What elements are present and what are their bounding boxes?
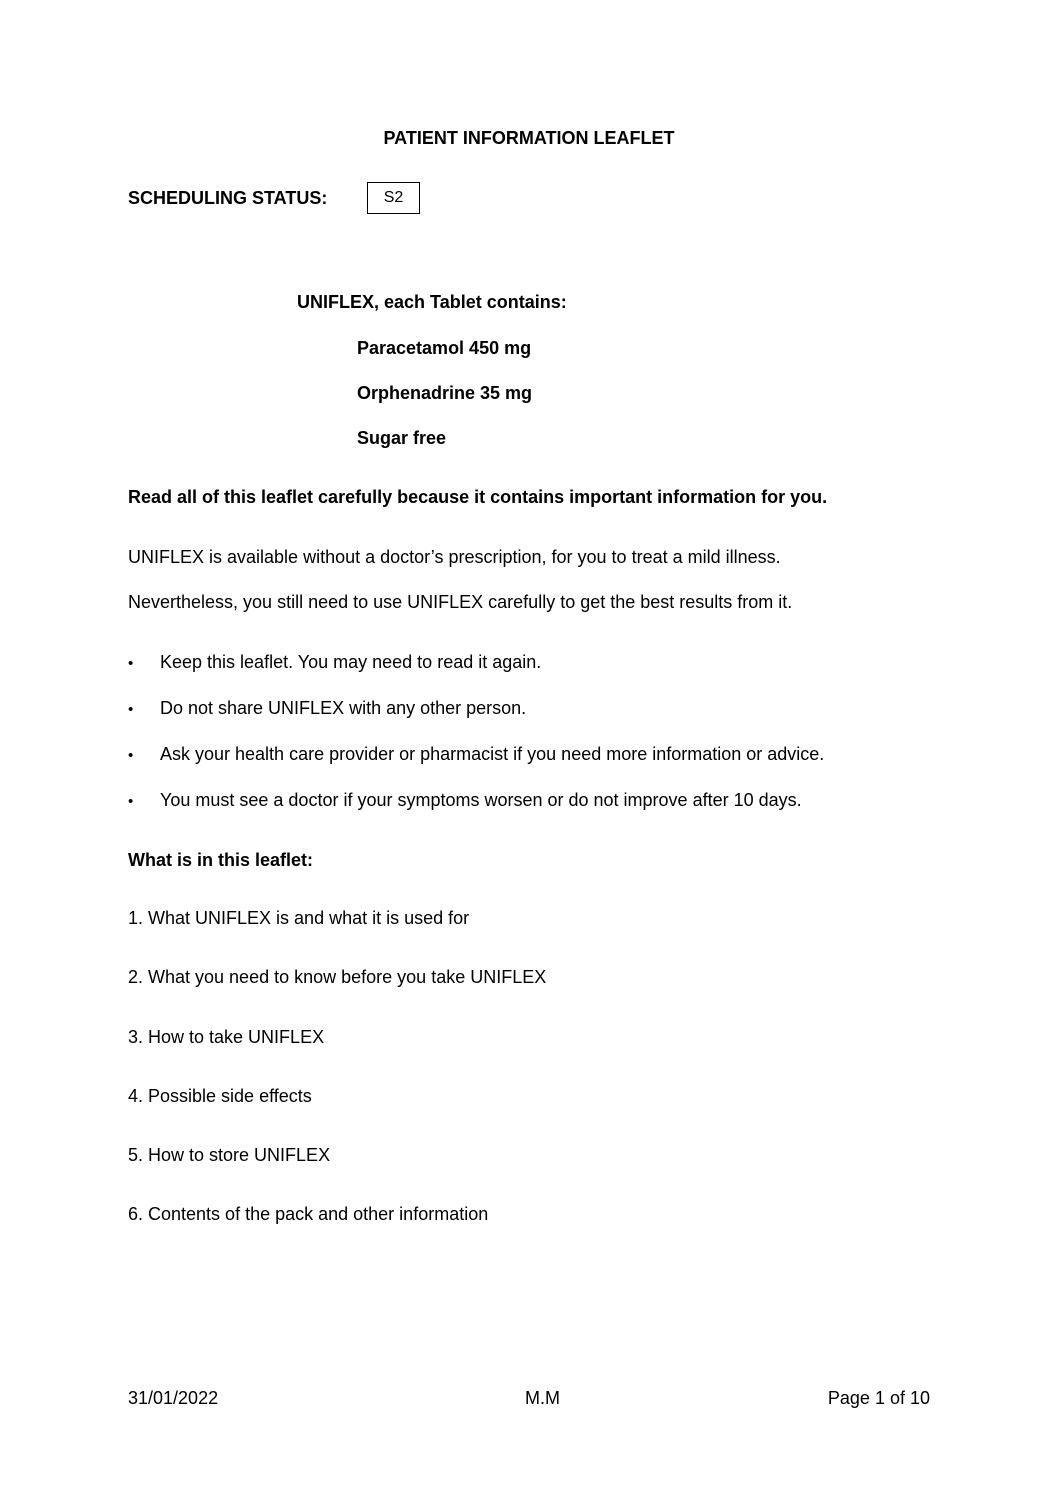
contents-item: 5. How to store UNIFLEX xyxy=(128,1145,331,1165)
intro-paragraph: Nevertheless, you still need to use UNIFLEX carefully to get the best results from it. xyxy=(128,592,793,612)
contents-item: 1. What UNIFLEX is and what it is used for xyxy=(128,908,470,928)
bullet-list-item xyxy=(128,652,541,673)
ingredient-orphenadrine: Orphenadrine 35 mg xyxy=(357,383,533,403)
footer-date: 31/01/2022 xyxy=(128,1388,219,1408)
bullet-text: You must see a doctor if your symptoms worsen or do not improve after 10 days. xyxy=(160,790,802,810)
footer-page-number: Page 1 of 10 xyxy=(827,1388,930,1408)
ingredient-paracetamol: Paracetamol 450 mg xyxy=(357,338,532,358)
document-title: PATIENT INFORMATION LEAFLET xyxy=(383,128,675,148)
contents-item: 3. How to take UNIFLEX xyxy=(128,1027,325,1047)
bullet-text: Ask your health care provider or pharmacist if you need more information or advice. xyxy=(160,744,825,764)
bullet-list-item xyxy=(128,698,526,719)
read-leaflet-notice: Read all of this leaflet carefully because it contains important information for you. xyxy=(128,487,828,507)
contents-item: 6. Contents of the pack and other information xyxy=(128,1204,489,1224)
bullet-icon: • xyxy=(128,793,134,810)
contents-item: 4. Possible side effects xyxy=(128,1086,312,1106)
ingredient-sugar-free: Sugar free xyxy=(357,428,447,448)
bullet-icon: • xyxy=(128,655,134,672)
bullet-text: Keep this leaflet. You may need to read it again. xyxy=(160,652,542,672)
intro-paragraph: UNIFLEX is available without a doctor’s prescription, for you to treat a mild illness. xyxy=(128,547,781,567)
scheduling-status-label: SCHEDULING STATUS: xyxy=(128,188,328,208)
contents-item: 2. What you need to know before you take UNIFLEX xyxy=(128,967,547,987)
bullet-text: Do not share UNIFLEX with any other person. xyxy=(160,698,527,718)
footer-initials: M.M xyxy=(525,1388,560,1408)
contents-heading: What is in this leaflet: xyxy=(128,850,314,870)
composition-heading: UNIFLEX, each Tablet contains: xyxy=(297,292,567,312)
bullet-list-item xyxy=(128,744,824,765)
bullet-icon: • xyxy=(128,747,134,764)
scheduling-status-box xyxy=(367,182,420,214)
bullet-list-item xyxy=(128,790,802,811)
bullet-icon: • xyxy=(128,701,134,718)
scheduling-status-value: S2 xyxy=(383,189,404,206)
